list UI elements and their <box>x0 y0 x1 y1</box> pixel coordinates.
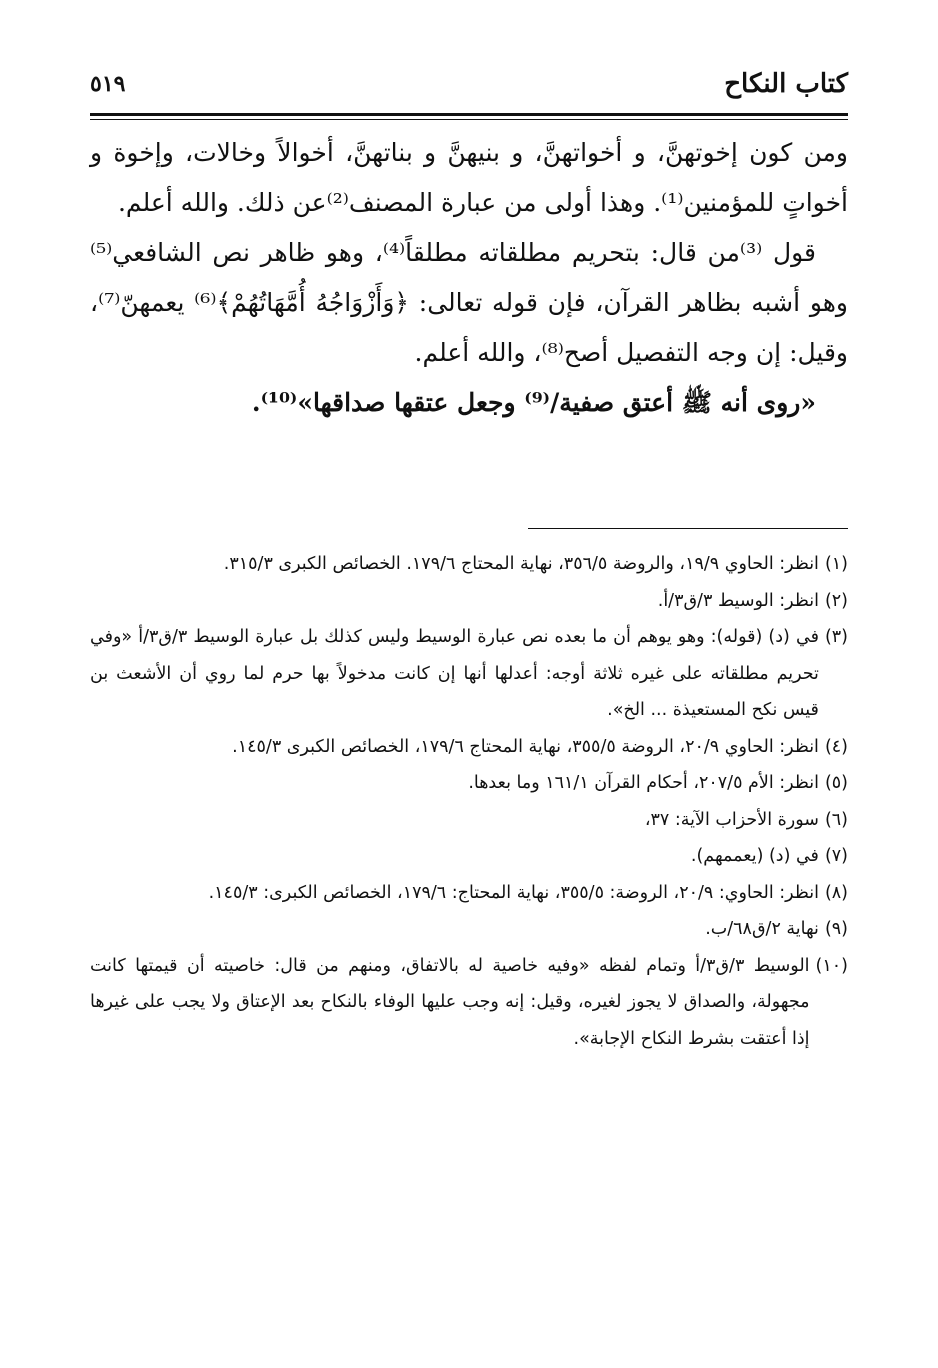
footnote-number: (٥) <box>824 773 848 793</box>
header-rule-thin <box>90 119 848 120</box>
footnote <box>90 729 848 766</box>
footnote <box>90 619 848 729</box>
footnote-number: (٩) <box>824 919 848 939</box>
footnote <box>90 583 848 620</box>
footnote-number: (٢) <box>824 590 848 611</box>
chapter-title: كتاب النكاح <box>724 69 848 99</box>
footnote <box>90 948 848 1058</box>
footnote-number: (١) <box>824 554 848 574</box>
footnote <box>90 546 848 583</box>
footnote <box>90 875 848 912</box>
footnote <box>90 911 848 948</box>
footnote-text: الوسيط ٣/ق٣/أ وتمام لفظه «وفيه خاصية له بالاتفاق، ومنهم من قال: خاصيته أن قيمتها كانت مجهولة، والصداق لا يجوز لغيره، وقيل: إنه وجب عليها الوفاء بالنكاح بعد الإعتاق ولا يجب على غيرها إذا أعتقت بشرط النكاح الإجابة». <box>90 955 810 1049</box>
footnote-number: (١٠) <box>815 955 848 976</box>
hadith-heading: «روى أنه ﷺ أعتق صفية/⁽⁹⁾ وجعل عتقها صداقها»⁽¹⁰⁾. <box>251 388 816 417</box>
footnote-number: (٣) <box>824 627 848 647</box>
footnote-number: (٦) <box>824 809 848 830</box>
footnote-text: انظر: الوسيط ٣/ق٣/أ. <box>657 590 819 611</box>
footnote-number: (٤) <box>824 736 848 757</box>
footnote-number: (٧) <box>824 846 848 866</box>
page-number: ٥١٩ <box>90 71 126 97</box>
footnote-text: في (د) (يعممهم). <box>690 846 819 866</box>
footnote-text: انظر: الأم ٢٠٧/٥، أحكام القرآن ١٦١/١ وما بعدها. <box>468 773 819 793</box>
paragraph-1: ومن كون إخوتهنَّ، و أخواتهنَّ، و بنيهنَّ و بناتهنَّ، أخوالاً وخالات، وإخوة و أخواتٍ للمؤمنين⁽¹⁾. وهذا أولى من عبارة المصنف⁽²⁾عن ذلك. والله أعلم. <box>90 138 848 217</box>
footnote <box>90 765 848 802</box>
footnote-text: سورة الأحزاب الآية: ٣٧، <box>644 809 819 830</box>
footnote-text: انظر: الحاوي ٢٠/٩، الروضة ٣٥٥/٥، نهاية المحتاج ١٧٩/٦، الخصائص الكبرى ١٤٥/٣. <box>232 736 819 757</box>
footnotes <box>90 546 848 1057</box>
paragraph-2: قول ⁽³⁾من قال: بتحريم مطلقاته مطلقاً⁽⁴⁾، وهو ظاهر نص الشافعي⁽⁵⁾ وهو أشبه بظاهر القرآن، فإن قوله تعالى: ﴿وَأَزْوَاجُهُ أُمَّهَاتُهُمْ﴾⁽⁶⁾ يعمهنّ⁽⁷⁾، وقيل: إن وجه التفصيل أصح⁽⁸⁾، والله أعلم. <box>90 238 848 367</box>
footnote-text: انظر: الحاوي: ٢٠/٩، الروضة: ٣٥٥/٥، نهاية المحتاج: ١٧٩/٦، الخصائص الكبرى: ١٤٥/٣. <box>208 882 819 903</box>
running-header <box>90 64 848 104</box>
footnote <box>90 838 848 875</box>
footnote-text: نهاية ٢/ق٦٨/ب. <box>705 919 819 939</box>
header-rule-thick <box>90 113 848 116</box>
footnote-number: (٨) <box>824 882 848 903</box>
footnote-text: في (د) (قوله): وهو يوهم أن ما بعده نص عبارة الوسيط وليس كذلك بل عبارة الوسيط ٣/ق٣/أ «وفي تحريم مطلقاته على غيره ثلاثة أوجه: أعدلها أنها إن كانت مدخولاً بها حرم لما روي أن الأشعث بن قيس نكح المستعيذة ... الخ». <box>90 627 819 720</box>
footnote-separator <box>528 528 848 529</box>
main-text <box>90 128 848 428</box>
footnote <box>90 802 848 839</box>
footnote-text: انظر: الحاوي ١٩/٩، والروضة ٣٥٦/٥، نهاية المحتاج ١٧٩/٦. الخصائص الكبرى ٣١٥/٣. <box>223 554 819 574</box>
